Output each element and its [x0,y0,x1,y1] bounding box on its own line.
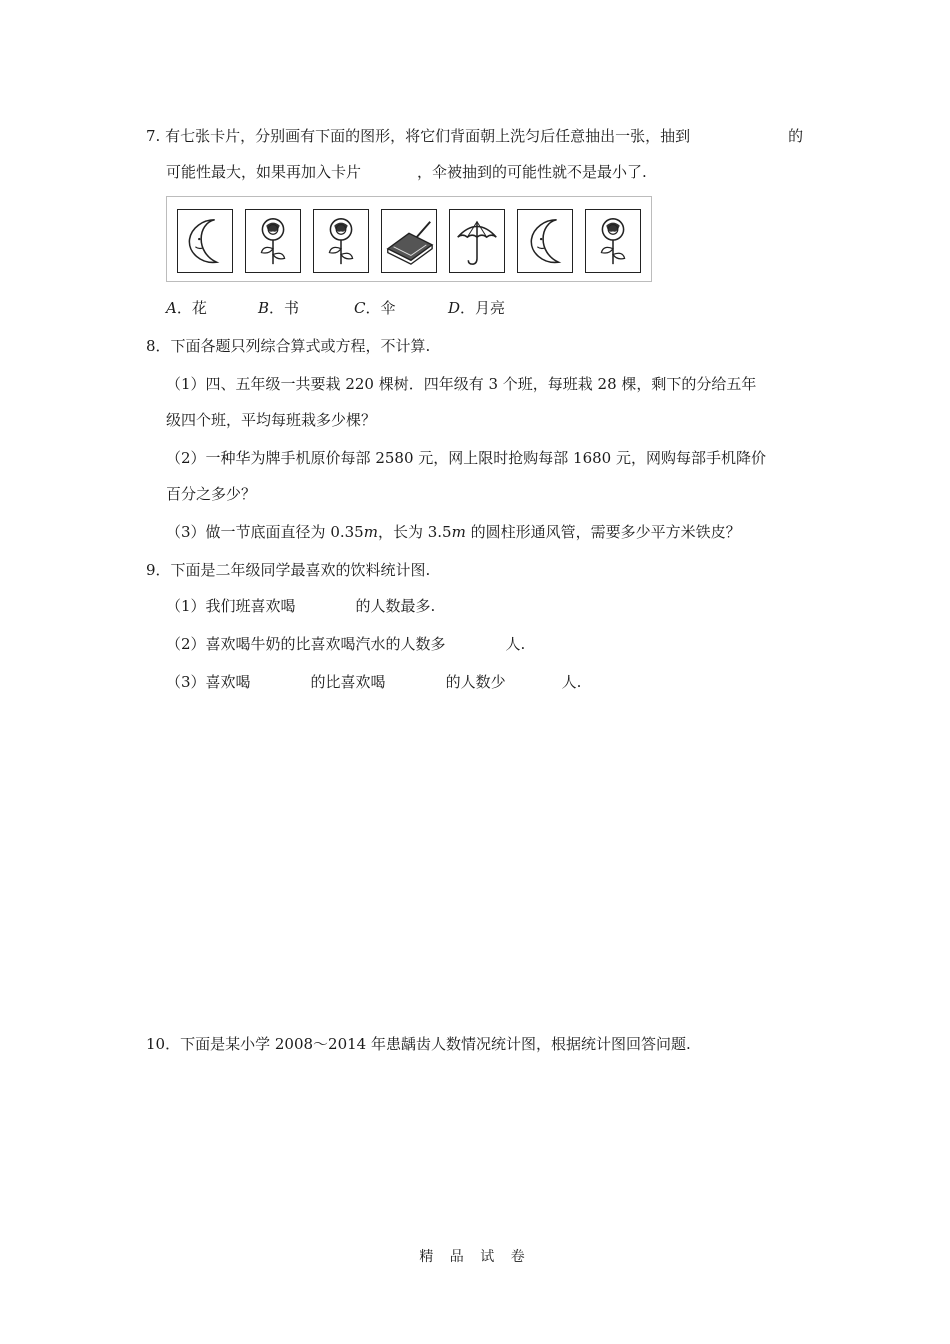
q7-text: 7. 有七张卡片，分别画有下面的图形，将它们背面朝上洗匀后任意抽出一张，抽到 [146,127,691,145]
q8-stem: 8．下面各题只列综合算式或方程，不计算. [146,337,431,355]
q7-text: 可能性最大，如果再加入卡片 [166,163,362,181]
rose-icon [313,209,369,273]
q8-part3: （3）做一节底面直径为 0.35m，长为 3.5m 的圆柱形通风管，需要多少平方米铁皮？ [166,523,741,541]
q7-text: 的 [788,127,804,145]
book-icon [381,209,437,273]
q8-part1-line1: （1）四、五年级一共要栽 220 棵树．四年级有 3 个班，每班栽 28 棵，剩下的分给五年 [166,375,757,393]
page-footer: 精 品 试 卷 [419,1249,531,1265]
card-strip [166,196,652,282]
q7-text: ，伞被抽到的可能性就不是最小了. [417,163,647,181]
q7-line-1 [146,126,803,146]
rose-icon [245,209,301,273]
q9-part3: （3）喜欢喝 的比喜欢喝 的人数少 人. [166,673,582,691]
q8-part2-line1: （2）一种华为牌手机原价每部 2580 元，网上限时抢购每部 1680 元，网购每部手机降价 [166,449,766,467]
q8-part1-line2: 级四个班，平均每班栽多少棵？ [166,411,377,429]
q7-line-2 [166,162,647,182]
q9-part1: （1）我们班喜欢喝 的人数最多. [166,597,436,615]
q7-options [166,298,506,318]
option-d[interactable]: D．月亮 [448,299,506,317]
option-a[interactable]: A．花 [166,299,207,317]
moon-icon [177,209,233,273]
option-b[interactable]: B．书 [258,299,300,317]
moon-icon [517,209,573,273]
umbrella-icon [449,209,505,273]
q8-part2-line2: 百分之多少？ [166,485,257,503]
q9-part2: （2）喜欢喝牛奶的比喜欢喝汽水的人数多 人. [166,635,526,653]
q9-stem: 9．下面是二年级同学最喜欢的饮料统计图. [146,561,431,579]
option-c[interactable]: C．伞 [354,299,396,317]
q10-stem: 10．下面是某小学 2008～2014 年患龋齿人数情况统计图，根据统计图回答问题. [146,1035,691,1053]
rose-icon [585,209,641,273]
